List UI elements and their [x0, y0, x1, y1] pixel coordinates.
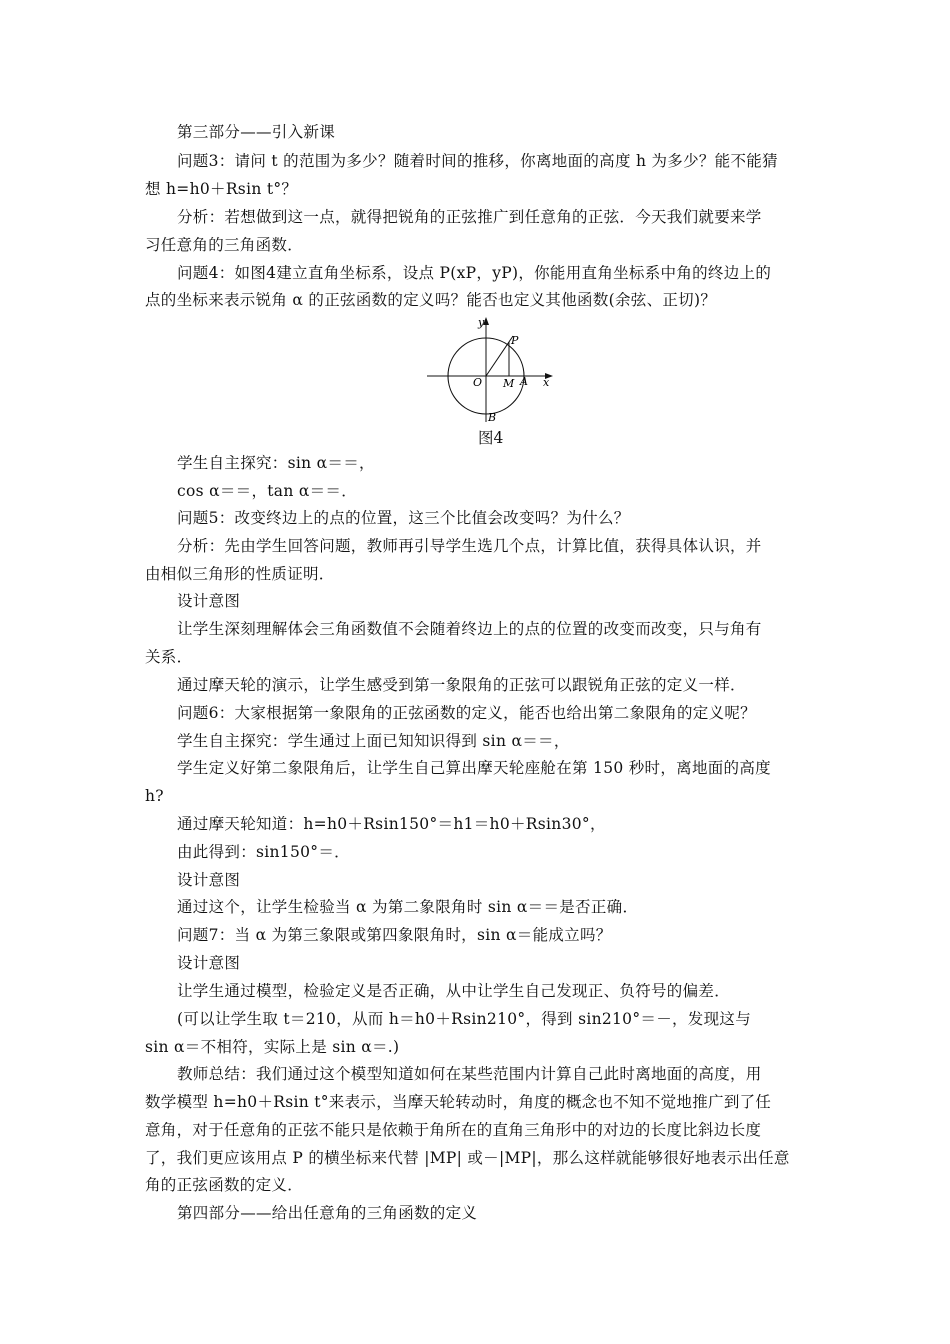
paragraph-line: 问题4：如图4建立直角坐标系，设点 P(xP，yP)，你能用直角坐标系中角的终边上的: [177, 264, 772, 282]
label-m: M: [503, 377, 515, 390]
paragraph-line: 分析：若想做到这一点，就得把锐角的正弦推广到任意角的正弦．今天我们就要来学: [177, 208, 762, 226]
paragraph-line: 让学生深刻理解体会三角函数值不会随着终边上的点的位置的改变而改变，只与角有: [177, 620, 762, 638]
paragraph-line: 学生自主探究：sin α＝＝，: [177, 454, 375, 472]
paragraph-line: 分析：先由学生回答问题，教师再引导学生选几个点，计算比值，获得具体认识，并: [177, 537, 762, 555]
paragraph-line: h?: [145, 787, 164, 805]
paragraph-line: 通过这个，让学生检验当 α 为第二象限角时 sin α＝＝是否正确．: [177, 898, 639, 916]
paragraph-line: 了，我们更应该用点 P 的横坐标来代替 |MP| 或－|MP|，那么这样就能够很好地表示出任意: [145, 1149, 790, 1167]
paragraph-line: 学生定义好第二象限角后，让学生自己算出摩天轮座舱在第 150 秒时，离地面的高度: [177, 759, 771, 777]
label-o: O: [473, 376, 483, 389]
paragraph-line: 习任意角的三角函数．: [145, 236, 304, 254]
figure-caption: 图4: [478, 429, 504, 447]
label-a: A: [520, 375, 528, 388]
paragraph-line: sin α＝不相符，实际上是 sin α＝.): [145, 1038, 400, 1056]
design-intent-heading: 设计意图: [177, 592, 241, 610]
paragraph-line: 想 h=h0＋Rsin t°？: [145, 180, 298, 198]
paragraph-line: 教师总结：我们通过这个模型知道如何在某些范围内计算自己此时离地面的高度，用: [177, 1065, 762, 1083]
label-b: B: [488, 411, 497, 424]
design-intent-heading: 设计意图: [177, 871, 241, 889]
paragraph-line: 问题6：大家根据第一象限角的正弦函数的定义，能否也给出第二象限角的定义呢？: [177, 704, 756, 722]
paragraph-line: 让学生通过模型，检验定义是否正确，从中让学生自己发现正、负符号的偏差．: [177, 982, 731, 1000]
section-heading-4: 第四部分——给出任意角的三角函数的定义: [177, 1204, 478, 1222]
label-p: P: [511, 334, 519, 347]
paragraph-line: 通过摩天轮的演示，让学生感受到第一象限角的正弦可以跟锐角正弦的定义一样．: [177, 676, 746, 694]
paragraph-line: 问题7：当 α 为第三象限或第四象限角时，sin α＝能成立吗？: [177, 926, 612, 944]
paragraph-line: 由相似三角形的性质证明．: [145, 565, 335, 583]
unit-circle-figure: [425, 314, 555, 426]
label-x: x: [543, 376, 550, 389]
label-y: y: [478, 316, 485, 329]
paragraph-line: 数学模型 h=h0＋Rsin t°来表示，当摩天轮转动时，角度的概念也不知不觉地推广到了任: [145, 1093, 772, 1111]
paragraph-line: cos α＝＝，tan α＝＝．: [177, 482, 358, 500]
paragraph-line: 问题5：改变终边上的点的位置，这三个比值会改变吗？为什么？: [177, 509, 630, 527]
paragraph-line: 通过摩天轮知道：h=h0＋Rsin150°＝h1＝h0＋Rsin30°，: [177, 815, 606, 833]
design-intent-heading: 设计意图: [177, 954, 241, 972]
paragraph-line: 问题3：请问 t 的范围为多少？随着时间的推移，你离地面的高度 h 为多少？能不能猜: [177, 152, 778, 170]
section-heading-3: 第三部分——引入新课: [177, 123, 336, 141]
paragraph-line: 意角，对于任意角的正弦不能只是依赖于角所在的直角三角形中的对边的长度比斜边长度: [145, 1121, 762, 1139]
paragraph-line: (可以让学生取 t＝210，从而 h＝h0＋Rsin210°，得到 sin210°＝－，发现这与: [177, 1010, 751, 1028]
paragraph-line: 由此得到：sin150°＝．: [177, 843, 350, 861]
paragraph-line: 关系．: [145, 648, 193, 666]
paragraph-line: 角的正弦函数的定义．: [145, 1176, 304, 1194]
paragraph-line: 点的坐标来表示锐角 α 的正弦函数的定义吗？能否也定义其他函数(余弦、正切)？: [145, 291, 717, 309]
paragraph-line: 学生自主探究：学生通过上面已知知识得到 sin α＝＝，: [177, 732, 570, 750]
